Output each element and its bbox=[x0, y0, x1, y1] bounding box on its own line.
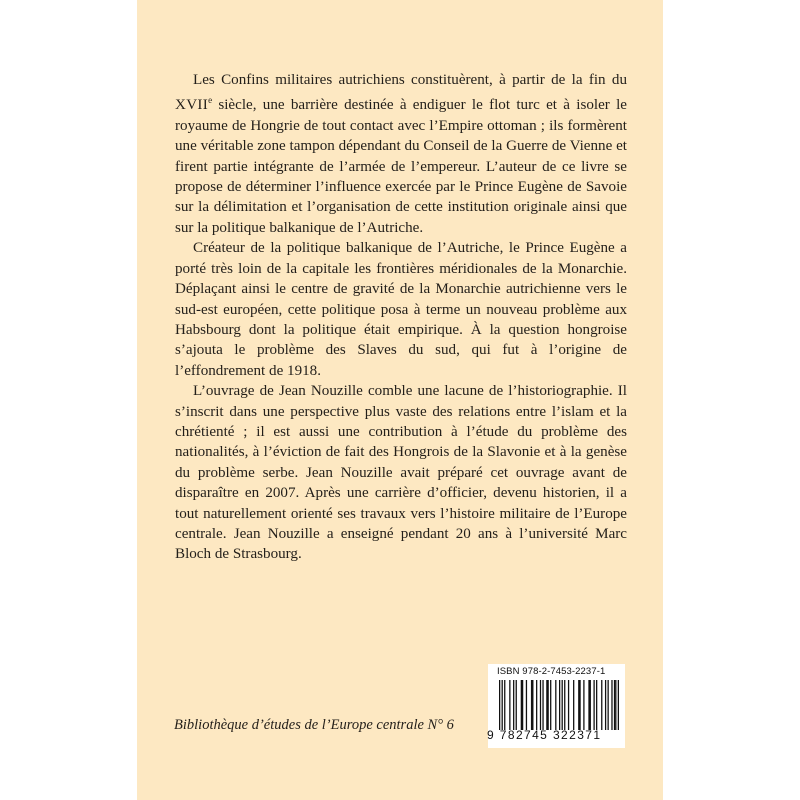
barcode-bar bbox=[550, 680, 551, 730]
barcode-bar bbox=[531, 680, 534, 730]
series-title: Bibliothèque d’études de l’Europe centrale N° 6 bbox=[174, 717, 454, 733]
back-cover-text bbox=[175, 70, 627, 565]
barcode-bar bbox=[568, 680, 569, 730]
paragraph-1-start: Les Confins militaires autrichiens constituèrent, à partir de la fin du bbox=[193, 72, 627, 88]
barcode-bar bbox=[502, 680, 503, 730]
barcode-bar bbox=[536, 680, 537, 730]
barcode-icon bbox=[497, 680, 621, 730]
barcode-bar bbox=[615, 680, 616, 730]
paragraph-3: L’ouvrage de Jean Nouzille comble une lacune de l’historiographie. Il s’inscrit dans une perspective plus vaste des relations entre l’islam et la chrétienté ; il est aussi une contribution à l’étude du problème des nationalités, à l’éviction de fait des Hongrois de la Slavonie et à la genèse du problème serbe. Jean Nouzille avait préparé cet ouvrage avant de disparaître en 2007. Après une carrière d’officier, devenu historien, il a tout naturellement orienté ses travaux vers l’histoire militaire de l’Europe centrale. Jean Nouzille a enseigné pendant 20 ans à l’université Marc Bloch de Strasbourg. bbox=[175, 383, 627, 563]
barcode-bar bbox=[614, 680, 615, 730]
barcode-bar bbox=[499, 680, 500, 730]
barcode-bar bbox=[601, 680, 602, 730]
barcode-bar bbox=[564, 680, 565, 730]
barcode-bar bbox=[618, 680, 619, 730]
barcode-bar bbox=[578, 680, 581, 730]
barcode-bar bbox=[540, 680, 541, 730]
century-numeral: XVII bbox=[175, 97, 209, 114]
ean-digits: 9 782745 322371 bbox=[487, 728, 602, 742]
barcode-bar bbox=[509, 680, 510, 730]
paragraph-1-rest: siècle, une barrière destinée à endiguer le flot turc et à isoler le royaume de Hongrie de tout contact avec l’Empire ottoman ; ils formèrent une véritable zone tampon dépendant du Conseil de la Guerre de Vienne et firent partie intégrante de l’armée de l’empereur. L’auteur de ce livre se propose de déterminer l’influence exercée par le Prince Eugène de Savoie sur la délimitation et l’organisation de cette institution originale ainsi que sur la politique balkanique de l’Autriche. bbox=[175, 97, 627, 236]
barcode-bar bbox=[573, 680, 574, 730]
barcode-bar bbox=[596, 680, 597, 730]
paragraph-2: Créateur de la politique balkanique de l’Autriche, le Prince Eugène a porté très loin de la capitale les frontières méridionales de la Monarchie. Déplaçant ainsi le centre de gravité de la Monarchie autrichienne vers le sud-est européen, cette politique posa à terme un nouveau problème aux Habsbourg dont la politique était empirique. À la question hongroise s’ajouta le problème des Slaves du sud, qui fut à l’origine de l’effondrement de 1918. bbox=[175, 240, 627, 379]
barcode-bar bbox=[588, 680, 591, 730]
barcode-bar bbox=[526, 680, 527, 730]
barcode-bar bbox=[583, 680, 584, 730]
paragraph-1 bbox=[175, 70, 627, 238]
barcode-bar bbox=[593, 680, 594, 730]
barcode-bar bbox=[542, 680, 543, 730]
barcode-bar bbox=[605, 680, 606, 730]
isbn-label: ISBN 978-2-7453-2237-1 bbox=[497, 666, 606, 677]
barcode-bar bbox=[516, 680, 517, 730]
barcode-bar bbox=[521, 680, 524, 730]
barcode-bar bbox=[504, 680, 505, 730]
barcode-bar bbox=[562, 680, 563, 730]
century-suffix: e bbox=[208, 95, 213, 106]
barcode-bar bbox=[559, 680, 560, 730]
barcode-bar bbox=[611, 680, 612, 730]
barcode-bar bbox=[555, 680, 556, 730]
barcode-bar bbox=[608, 680, 609, 730]
barcode-bar bbox=[513, 680, 514, 730]
barcode-bar bbox=[546, 680, 549, 730]
